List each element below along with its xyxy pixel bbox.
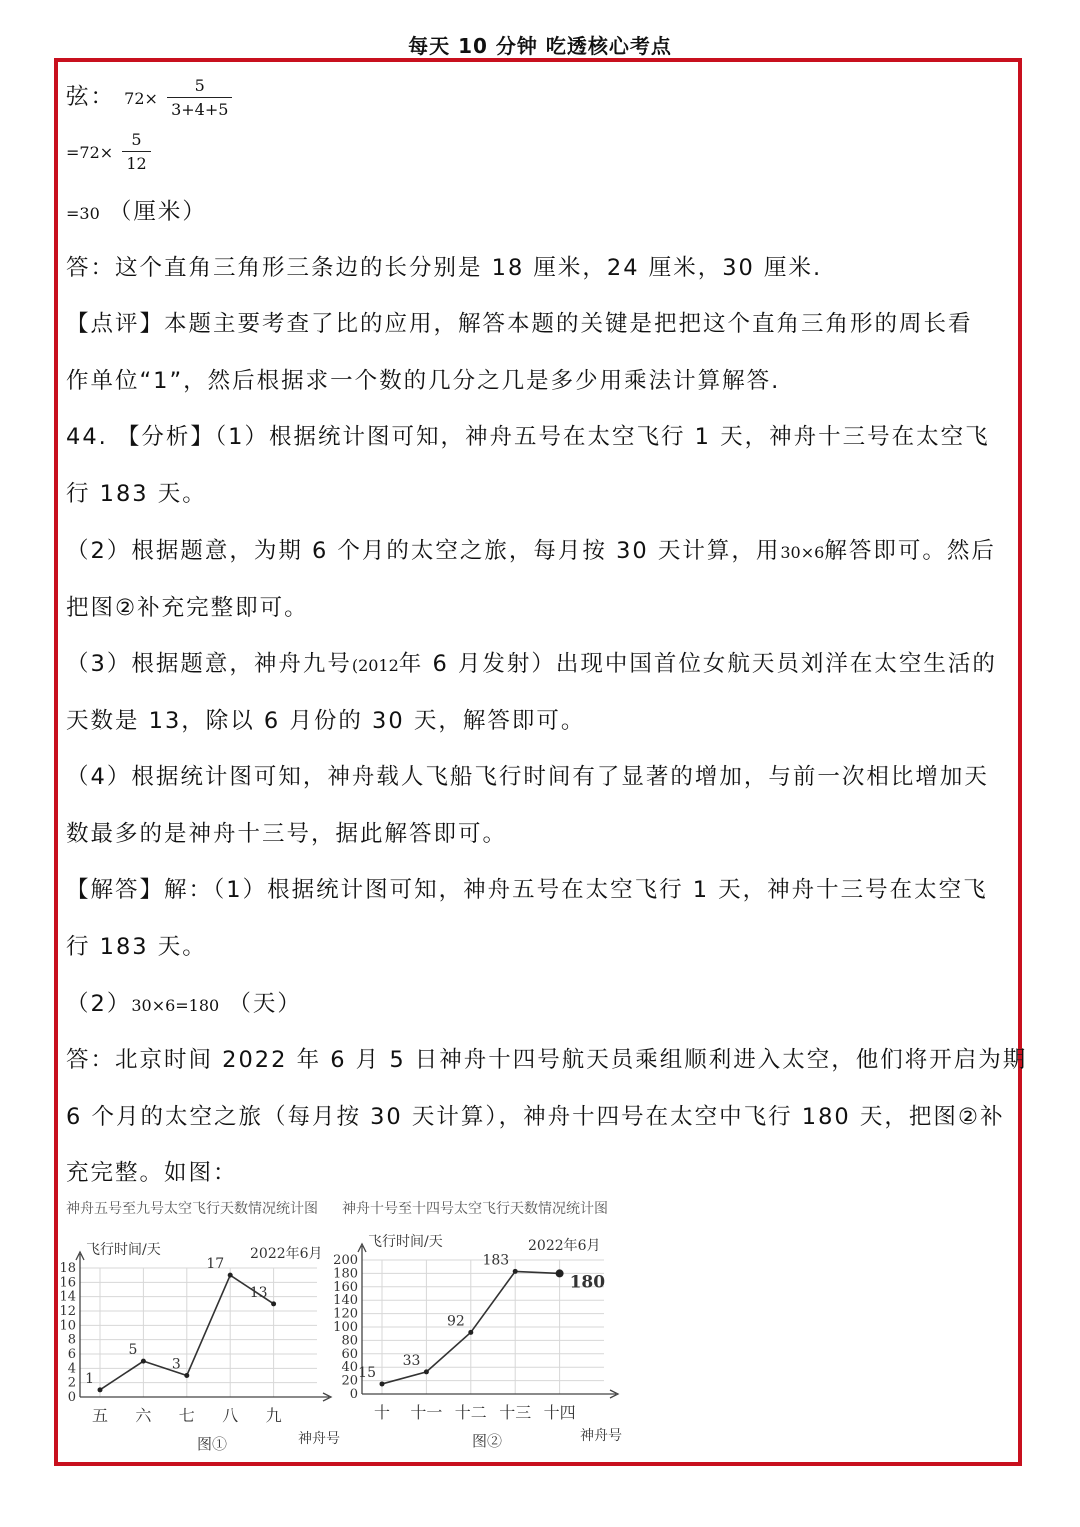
answer-line: 答：这个直角三角形三条边的长分别是 18 厘米，24 厘米，30 厘米. xyxy=(66,255,823,281)
data-point xyxy=(141,1359,146,1364)
formula-part: =30 xyxy=(66,204,100,223)
data-point xyxy=(271,1301,276,1306)
y-tick-label: 4 xyxy=(67,1361,76,1377)
fraction-denominator: 12 xyxy=(126,154,147,173)
chart-1 xyxy=(59,1222,340,1453)
comment-line-2: 作单位“1”，然后根据求一个数的几分之几是多少用乘法计算解答. xyxy=(66,368,781,394)
data-point xyxy=(513,1269,518,1274)
y-tick-label: 18 xyxy=(59,1261,76,1276)
y-tick-label: 80 xyxy=(341,1333,358,1349)
y-tick-label: 12 xyxy=(59,1304,76,1319)
data-label: 33 xyxy=(402,1352,421,1369)
unit-text: （天） xyxy=(228,991,302,1017)
data-label: 15 xyxy=(358,1364,376,1381)
x-tick-label: 十三 xyxy=(499,1403,532,1422)
data-point xyxy=(98,1387,103,1392)
data-point xyxy=(228,1273,233,1278)
comment-line-1: 【点评】本题主要考查了比的应用，解答本题的关键是把把这个直角三角形的周长看 xyxy=(66,311,973,337)
data-point xyxy=(184,1373,189,1378)
y-tick-label: 60 xyxy=(341,1346,358,1362)
solution-line-1: 【解答】解：（1）根据统计图可知，神舟五号在太空飞行 1 天，神舟十三号在太空飞 xyxy=(66,877,988,903)
x-tick-label: 十一 xyxy=(410,1403,443,1422)
chart-2-title: 神舟十号至十四号太空飞行天数情况统计图 xyxy=(342,1201,608,1217)
solution-line-2: 行 183 天。 xyxy=(66,934,207,960)
chart-2 xyxy=(332,1222,632,1452)
y-tick-label: 16 xyxy=(59,1275,76,1291)
fraction-numerator: 5 xyxy=(122,130,150,152)
solution-line-4: 答：北京时间 2022 年 6 月 5 日神舟十四号航天员乘组顺利进入太空，他们将开启为期 xyxy=(66,1047,1028,1073)
data-point xyxy=(380,1381,385,1386)
analysis-line-3 xyxy=(66,533,996,565)
y-tick-label: 14 xyxy=(59,1289,76,1305)
x-axis-title: 神舟号 xyxy=(298,1431,340,1447)
data-label: 3 xyxy=(171,1356,181,1373)
data-label: 13 xyxy=(249,1284,268,1301)
hypotenuse-label: 弦： xyxy=(66,84,116,110)
data-label: 180 xyxy=(569,1272,606,1293)
y-tick-label: 6 xyxy=(67,1347,76,1362)
analysis-line-2: 行 183 天。 xyxy=(66,481,207,507)
line-step-3 xyxy=(66,194,207,226)
data-label: 92 xyxy=(446,1313,465,1330)
data-point xyxy=(424,1369,429,1374)
x-tick-label: 五 xyxy=(91,1406,109,1425)
formula-part: 72× xyxy=(124,89,158,108)
unit-text: （厘米） xyxy=(108,199,207,225)
y-tick-label: 2 xyxy=(67,1375,76,1391)
text-part: （2）根据题意，为期 6 个月的太空之旅，每月按 30 天计算，用 xyxy=(66,538,781,564)
chart-caption: 图② xyxy=(472,1432,503,1450)
chart-caption: 图① xyxy=(197,1435,228,1453)
y-tick-label: 140 xyxy=(333,1293,358,1309)
fraction-denominator: 3+4+5 xyxy=(171,100,229,119)
x-axis-title: 神舟号 xyxy=(580,1428,622,1444)
data-point xyxy=(468,1330,473,1335)
formula-part: (2012 xyxy=(351,656,399,675)
chart-1-title: 神舟五号至九号太空飞行天数情况统计图 xyxy=(66,1201,318,1217)
line-hypotenuse-formula xyxy=(66,76,232,119)
analysis-line-6: 天数是 13，除以 6 月份的 30 天，解答即可。 xyxy=(66,708,586,734)
fraction xyxy=(167,76,232,119)
y-tick-label: 100 xyxy=(333,1320,358,1335)
text-part: （2） xyxy=(66,991,132,1017)
y-tick-label: 120 xyxy=(333,1306,358,1322)
analysis-line-1: 44. 【分析】（1）根据统计图可知，神舟五号在太空飞行 1 天，神舟十三号在太空飞 xyxy=(66,424,990,450)
y-tick-label: 10 xyxy=(59,1318,76,1334)
solution-line-3 xyxy=(66,986,302,1018)
fraction xyxy=(122,130,150,173)
x-tick-label: 九 xyxy=(265,1406,282,1425)
data-point xyxy=(556,1269,564,1277)
y-tick-label: 0 xyxy=(67,1390,76,1405)
formula-part: =72× xyxy=(66,143,114,162)
solution-line-6: 充完整。如图： xyxy=(66,1160,238,1186)
analysis-line-7: （4）根据统计图可知，神舟载人飞船飞行时间有了显著的增加，与前一次相比增加天 xyxy=(66,764,989,790)
y-tick-label: 200 xyxy=(333,1253,358,1268)
formula-part: 30×6 xyxy=(780,543,825,562)
y-tick-label: 180 xyxy=(333,1266,358,1282)
text-part: （3）根据题意，神舟九号 xyxy=(66,651,352,677)
formula-part: 30×6=180 xyxy=(131,996,220,1015)
line-step-2 xyxy=(66,130,151,173)
y-tick-label: 0 xyxy=(349,1387,358,1402)
analysis-line-5 xyxy=(66,646,997,678)
data-label: 1 xyxy=(85,1370,94,1387)
y-tick-label: 160 xyxy=(333,1279,358,1295)
analysis-line-8: 数最多的是神舟十三号，据此解答即可。 xyxy=(66,821,508,847)
y-tick-label: 40 xyxy=(341,1360,358,1376)
x-tick-label: 七 xyxy=(178,1406,195,1425)
y-tick-label: 8 xyxy=(67,1332,76,1348)
chart-annotation: 2022年6月 xyxy=(528,1238,601,1254)
page-header: 每天 10 分钟 吃透核心考点 xyxy=(408,34,672,58)
data-label: 183 xyxy=(482,1252,510,1269)
text-part: 年 6 月发射）出现中国首位女航天员刘洋在太空生活的 xyxy=(398,651,997,677)
x-tick-label: 六 xyxy=(135,1406,152,1425)
data-label: 5 xyxy=(128,1342,138,1359)
x-tick-label: 八 xyxy=(222,1406,239,1425)
analysis-line-4: 把图②补充完整即可。 xyxy=(66,595,309,621)
y-axis-title: 飞行时间/天 xyxy=(368,1234,443,1250)
solution-line-5: 6 个月的太空之旅（每月按 30 天计算），神舟十四号在太空中飞行 180 天，把图②补 xyxy=(66,1104,1005,1130)
x-tick-label: 十四 xyxy=(543,1403,576,1422)
x-tick-label: 十二 xyxy=(454,1403,487,1422)
text-part: 解答即可。然后 xyxy=(824,538,996,564)
fraction-numerator: 5 xyxy=(167,76,232,98)
chart-annotation: 2022年6月 xyxy=(250,1246,323,1262)
y-axis-title: 飞行时间/天 xyxy=(86,1242,161,1258)
y-tick-label: 20 xyxy=(341,1373,358,1389)
data-label: 17 xyxy=(206,1256,225,1273)
x-tick-label: 十 xyxy=(373,1403,391,1422)
